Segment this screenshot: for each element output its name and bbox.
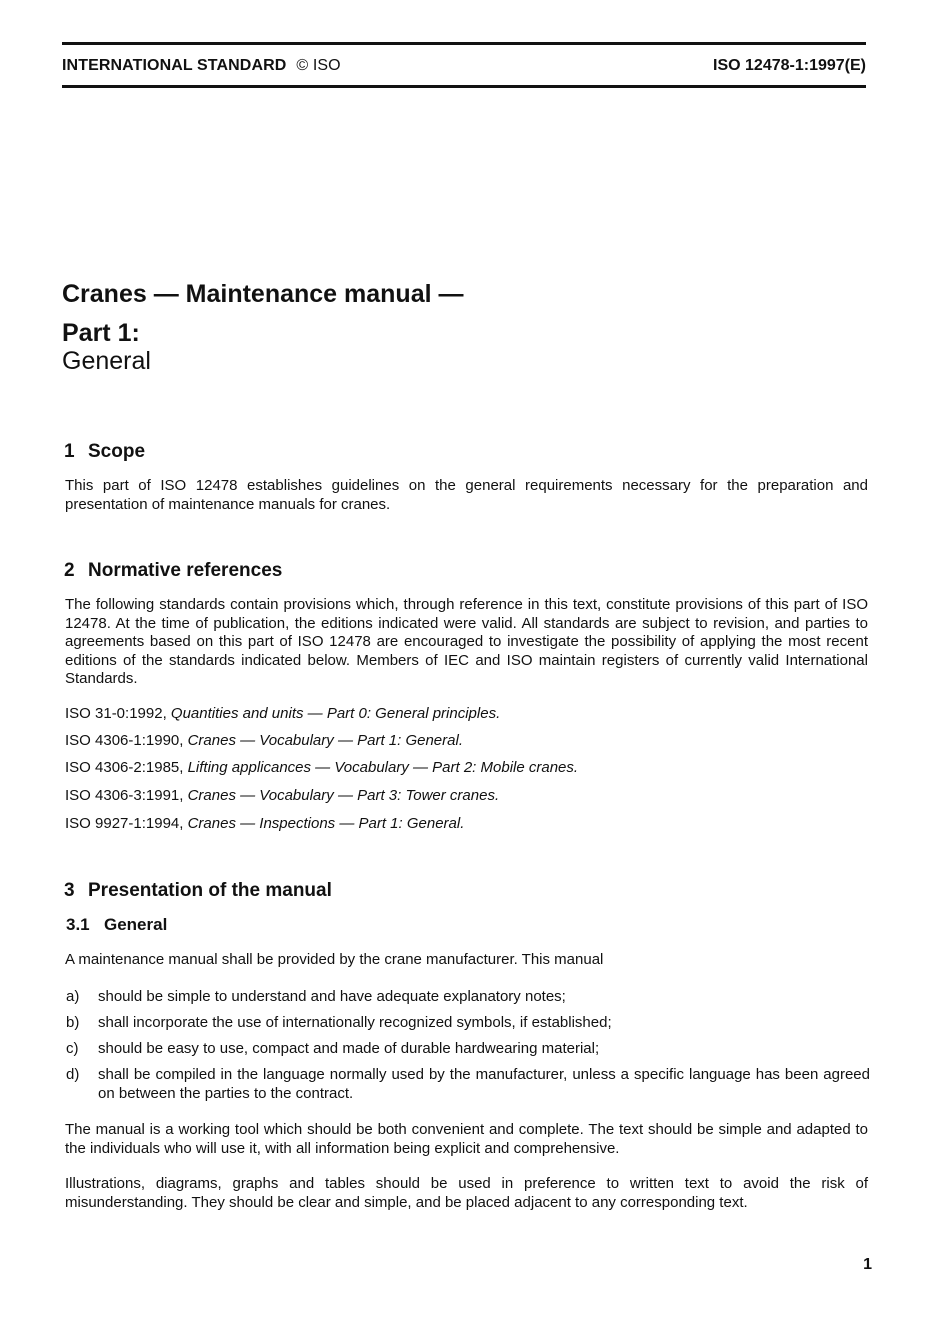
list-marker: c) xyxy=(66,1040,79,1057)
reference-code: ISO 4306-3:1991, xyxy=(65,787,184,804)
list-marker: a) xyxy=(66,988,80,1005)
list-item xyxy=(66,1040,870,1059)
list-item-text: shall be compiled in the language normally used by the manufacturer, unless a specific language has been agreed on between the parties to the contract. xyxy=(98,1066,870,1102)
header-document-id: ISO 12478-1:1997(E) xyxy=(713,57,866,74)
document-part: Part 1: xyxy=(62,319,140,347)
section-2-heading xyxy=(64,560,282,582)
reference-title: Cranes — Vocabulary — Part 3: Tower cranes. xyxy=(187,787,500,804)
list-item-text: shall incorporate the use of internationally recognized symbols, if established; xyxy=(98,1014,612,1031)
section-3-heading xyxy=(64,880,332,902)
reference-item xyxy=(65,759,578,776)
list-marker: d) xyxy=(66,1066,80,1083)
subsection-3-1-title: General xyxy=(104,915,168,934)
subsection-3-1-number: 3.1 xyxy=(66,915,90,934)
section-1-title: Scope xyxy=(88,441,146,462)
reference-code: ISO 4306-2:1985, xyxy=(65,759,184,776)
section-1-text: This part of ISO 12478 establishes guidelines on the general requirements necessary for the preparation and presentation of maintenance manuals for cranes. xyxy=(65,477,868,513)
section-1-number: 1 xyxy=(64,441,75,462)
reference-title: Cranes — Inspections — Part 1: General. xyxy=(187,815,465,832)
reference-title: Lifting applicances — Vocabulary — Part 2: Mobile cranes. xyxy=(187,759,579,776)
reference-item xyxy=(65,815,464,832)
header-bottom-rule xyxy=(62,85,866,88)
section-2-number: 2 xyxy=(64,560,75,581)
subsection-3-1-heading xyxy=(66,915,167,935)
section-3-number: 3 xyxy=(64,880,75,901)
section-3-title: Presentation of the manual xyxy=(88,880,332,901)
list-item xyxy=(66,1066,870,1103)
reference-item xyxy=(65,787,499,804)
reference-code: ISO 31-0:1992, xyxy=(65,705,167,722)
section-1-heading xyxy=(64,441,145,463)
section-2-text: The following standards contain provisions which, through reference in this text, constitute provisions of this part of ISO 12478. At the time of publication, the editions indicated were valid. All standards are subject to revision, and parties to agreements based on this part of ISO 12478 are encouraged to investigate the possibility of applying the most recent editions of the standards indicated below. Members of IEC and ISO maintain registers of currently valid International Standards. xyxy=(65,596,868,687)
subsection-3-1-paragraph-1: The manual is a working tool which should be both convenient and complete. The text should be simple and adapted to the individuals who will use it, with all information being explicit and comprehensive. xyxy=(65,1121,868,1157)
reference-item xyxy=(65,705,500,722)
section-2-title: Normative references xyxy=(88,560,283,581)
header-copyright: © ISO xyxy=(296,57,341,74)
reference-code: ISO 9927-1:1994, xyxy=(65,815,184,832)
reference-item xyxy=(65,732,463,749)
reference-title: Quantities and units — Part 0: General principles. xyxy=(170,705,501,722)
page-number: 1 xyxy=(863,1256,872,1273)
list-item xyxy=(66,1014,870,1033)
reference-title: Cranes — Vocabulary — Part 1: General. xyxy=(187,732,463,749)
header-standard-label: INTERNATIONAL STANDARD xyxy=(62,57,287,74)
list-item-text: should be simple to understand and have adequate explanatory notes; xyxy=(98,988,566,1005)
subsection-3-1-intro: A maintenance manual shall be provided by the crane manufacturer. This manual xyxy=(65,951,604,968)
document-subtitle: General xyxy=(62,347,151,375)
header-left xyxy=(62,57,341,75)
list-item xyxy=(66,988,870,1007)
subsection-3-1-paragraph-2: Illustrations, diagrams, graphs and tables should be used in preference to written text to avoid the risk of misunderstanding. They should be clear and simple, and be placed adjacent to any corresponding text. xyxy=(65,1175,868,1211)
header-top-rule xyxy=(62,42,866,45)
list-marker: b) xyxy=(66,1014,80,1031)
document-title: Cranes — Maintenance manual — xyxy=(62,280,464,308)
list-item-text: should be easy to use, compact and made of durable hardwearing material; xyxy=(98,1040,600,1057)
reference-code: ISO 4306-1:1990, xyxy=(65,732,184,749)
